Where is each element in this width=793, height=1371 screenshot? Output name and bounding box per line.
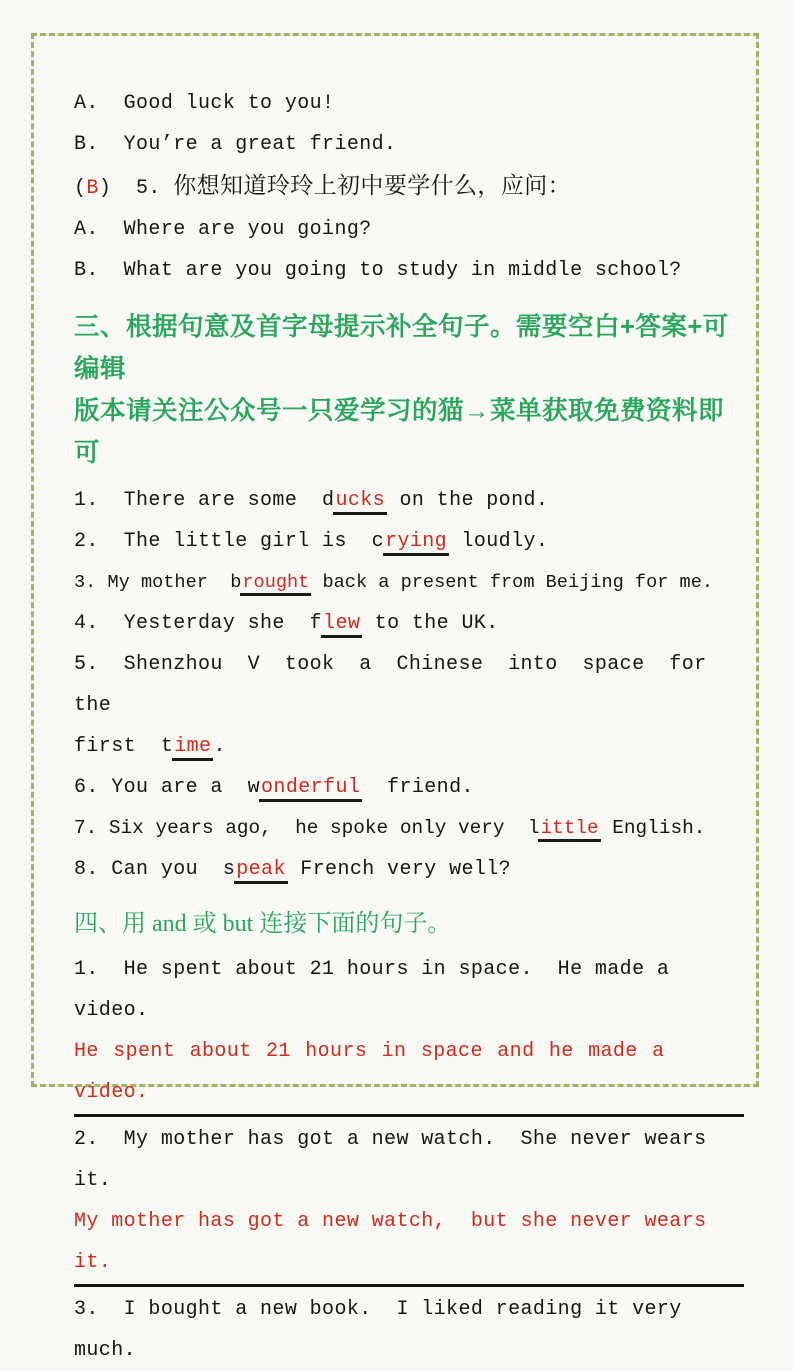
item-text: back a present from Beijing for me.	[311, 572, 714, 593]
section3-heading	[74, 306, 744, 474]
join-question-1	[74, 949, 744, 1031]
item-text: 7. Six years ago, he spoke only very l	[74, 817, 540, 839]
item-answer: ime	[172, 735, 213, 761]
answer-sentence: My mother has got a new watch, but she never wears it.	[74, 1201, 744, 1287]
question-text-chinese: 你想知道玲玲上初中要学什么，应问：	[173, 173, 572, 198]
fill-blank-item-1	[74, 480, 744, 521]
item-text: French very well?	[287, 858, 512, 881]
question-5	[74, 165, 744, 209]
item-text: 5. Shenzhou V took a Chinese into space for the	[74, 653, 732, 717]
item-text: to the UK.	[362, 612, 499, 635]
item-text: first t	[74, 735, 174, 758]
item-text: English.	[600, 817, 706, 839]
question-text: 3. I bought a new book. I liked reading it very much.	[74, 1298, 695, 1362]
item-text: 1. There are some d	[74, 489, 335, 512]
option-text: A. Where are you going?	[74, 218, 372, 241]
question-number: ) 5.	[98, 177, 174, 200]
join-question-3	[74, 1289, 744, 1371]
sentence-join-section	[74, 949, 744, 1371]
question-text: 2. My mother has got a new watch. She never wears it.	[74, 1128, 719, 1192]
item-answer: ucks	[333, 489, 387, 515]
item-answer: rying	[383, 530, 449, 556]
section4-heading: 四、用 and 或 but 连接下面的句子。	[74, 911, 452, 937]
item-text: on the pond.	[387, 489, 549, 512]
fill-blank-item-5-line1	[74, 644, 744, 726]
item-text: friend.	[362, 776, 474, 799]
fill-blank-item-6	[74, 767, 744, 808]
option-a2	[74, 209, 744, 250]
fill-blank-section	[74, 480, 744, 890]
fill-blank-item-5-line2	[74, 726, 744, 767]
answer-letter: B	[86, 177, 99, 200]
fill-blank-item-8	[74, 849, 744, 890]
item-text: .	[213, 735, 226, 758]
section3-heading-line2: 版本请关注公众号一只爱学习的猫→菜单获取免费资料即可	[74, 397, 725, 467]
worksheet-page	[31, 33, 759, 1362]
option-a1	[74, 83, 744, 124]
fill-blank-item-4	[74, 603, 744, 644]
item-answer: ittle	[538, 817, 600, 842]
item-text: 4. Yesterday she f	[74, 612, 323, 635]
item-answer: peak	[234, 858, 288, 884]
item-text: 6. You are a w	[74, 776, 261, 799]
question-text: 1. He spent about 21 hours in space. He made a video.	[74, 958, 682, 1022]
option-b2	[74, 250, 744, 291]
option-text: B. You’re a great friend.	[74, 133, 397, 156]
option-text: A. Good luck to you!	[74, 92, 335, 115]
join-answer-1	[74, 1031, 744, 1117]
item-text: 3. My mother b	[74, 572, 242, 593]
fill-blank-item-2	[74, 521, 744, 562]
join-answer-2	[74, 1201, 744, 1287]
item-answer: onderful	[259, 776, 362, 802]
fill-blank-item-3	[74, 562, 744, 603]
option-text: B. What are you going to study in middle school?	[74, 259, 682, 282]
item-answer: rought	[240, 572, 311, 596]
join-question-2	[74, 1119, 744, 1201]
item-answer: lew	[321, 612, 362, 638]
option-b1	[74, 124, 744, 165]
paren-open: (	[74, 177, 87, 200]
section3-heading-line1: 三、根据句意及首字母提示补全句子。需要空白+答案+可编辑	[74, 313, 729, 383]
fill-blank-item-7	[74, 808, 744, 849]
item-text: 2. The little girl is c	[74, 530, 385, 553]
item-text: loudly.	[449, 530, 549, 553]
multiple-choice-section	[74, 83, 744, 291]
item-text: 8. Can you s	[74, 858, 236, 881]
answer-sentence: He spent about 21 hours in space and he made a video.	[74, 1031, 744, 1117]
